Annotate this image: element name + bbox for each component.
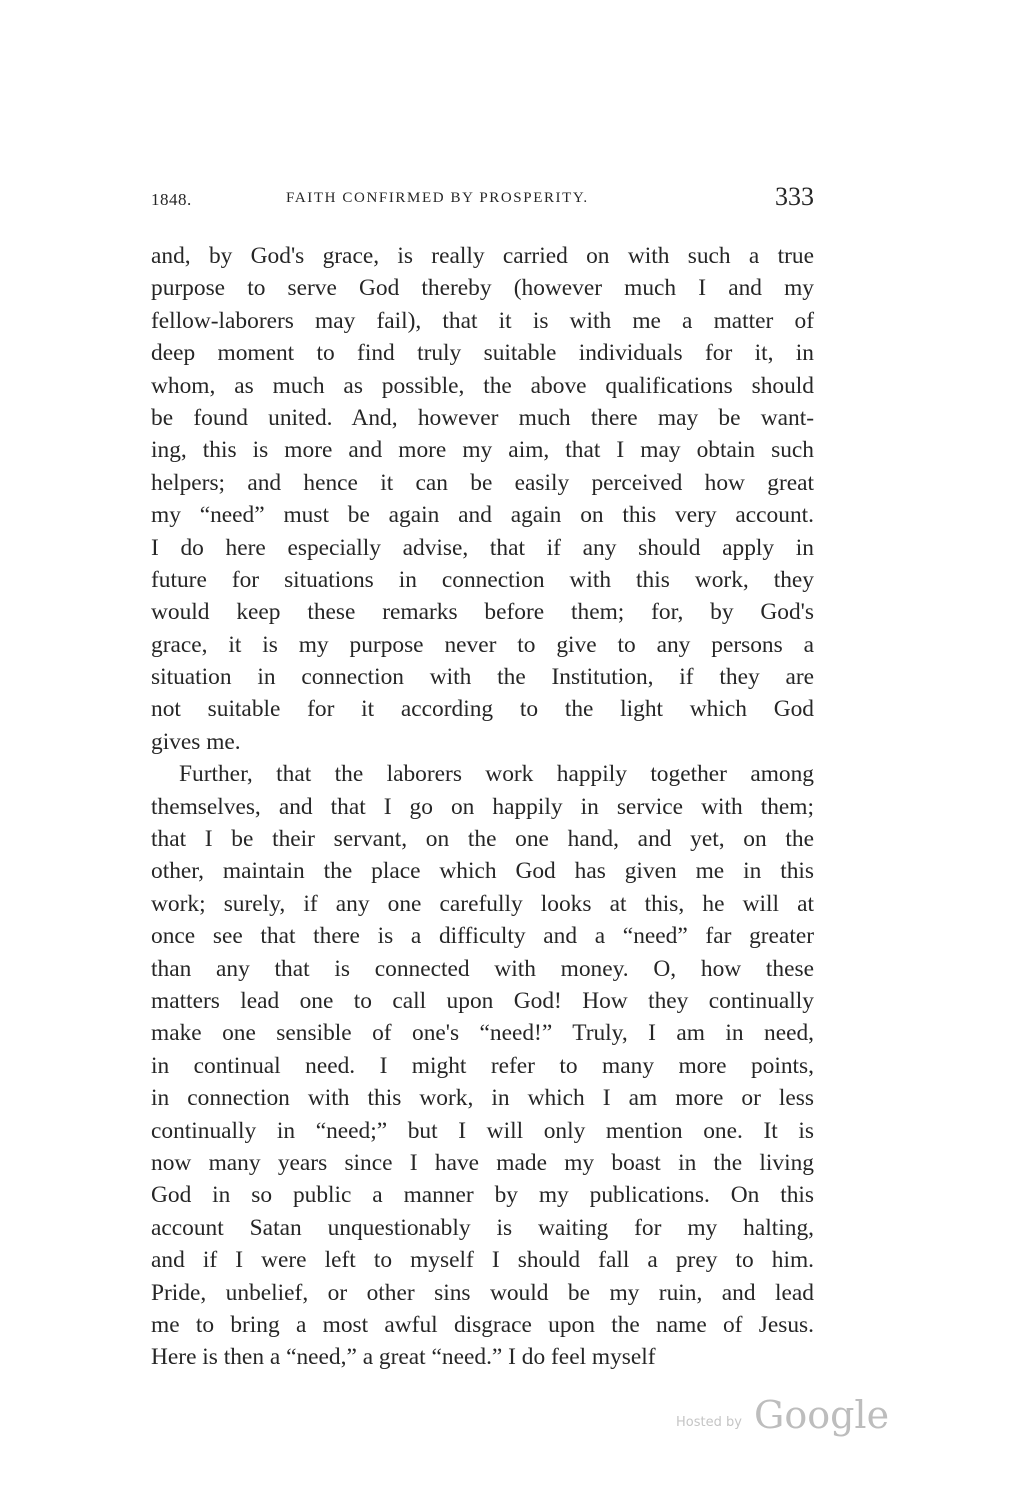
text-line: than any that is connected with money. O, how these [151,955,814,982]
text-line: me to bring a most awful disgrace upon the name of Jesus. [151,1311,814,1338]
text-line: that I be their servant, on the one hand, and yet, on the [151,826,814,853]
text-line: God in so public a manner by my publications. On this [151,1182,814,1209]
text-line: whom, as much as possible, the above qualifications should [151,372,814,399]
text-line: future for situations in connection with this work, they [151,566,814,593]
text-line: Here is then a “need,” a great “need.” I do feel myself [151,1344,656,1371]
text-line: once see that there is a difficulty and a “need” far greater [151,923,814,950]
paragraph [151,758,814,1373]
text-line: in connection with this work, in which I am more or less [151,1085,814,1112]
text-line: grace, it is my purpose never to give to any persons a [151,631,814,658]
header-year: 1848. [151,190,192,209]
text-line: themselves, and that I go on happily in service with them; [151,793,814,820]
text-line: Further, that the laborers work happily together among [179,761,814,788]
body-text [151,240,814,1374]
text-line: purpose to serve God thereby (however much I and my [151,275,814,302]
text-line: situation in connection with the Institution, if they are [151,664,814,691]
page-number: 333 [775,182,814,211]
text-line: not suitable for it according to the light which God [151,696,814,723]
text-line: my “need” must be again and again on this very account. [151,502,814,529]
text-line: in continual need. I might refer to many more points, [151,1052,814,1079]
text-line: account Satan unquestionably is waiting for my halting, [151,1214,814,1241]
text-line: fellow-laborers may fail), that it is with me a matter of [151,307,814,334]
text-line: work; surely, if any one carefully looks at this, he will at [151,890,814,917]
text-line: other, maintain the place which God has given me in this [151,858,814,885]
text-line: and, by God's grace, is really carried on with such a true [151,243,814,269]
text-line: Pride, unbelief, or other sins would be my ruin, and lead [151,1279,814,1306]
text-line: ing, this is more and more my aim, that I may obtain such [151,437,814,464]
text-line: and if I were left to myself I should fall a prey to him. [151,1247,814,1274]
paragraph [151,240,814,758]
text-line: be found united. And, however much there may be want- [151,404,814,431]
text-line: would keep these remarks before them; for, by God's [151,599,814,626]
text-line: gives me. [151,728,241,755]
text-line: I do here especially advise, that if any should apply in [151,534,814,561]
text-line: matters lead one to call upon God! How they continually [151,987,814,1014]
google-logo: Google [754,1393,890,1437]
running-header [151,180,814,214]
text-line: deep moment to find truly suitable individuals for it, in [151,340,814,367]
text-line: continually in “need;” but I will only mention one. It is [151,1117,814,1144]
header-title: FAITH CONFIRMED BY PROSPERITY. [286,190,589,206]
text-line: now many years since I have made my boast in the living [151,1149,814,1176]
text-line: helpers; and hence it can be easily perceived how great [151,469,814,496]
watermark-hosted-by: Hosted by [676,1415,742,1430]
text-line: make one sensible of one's “need!” Truly, I am in need, [151,1020,814,1047]
